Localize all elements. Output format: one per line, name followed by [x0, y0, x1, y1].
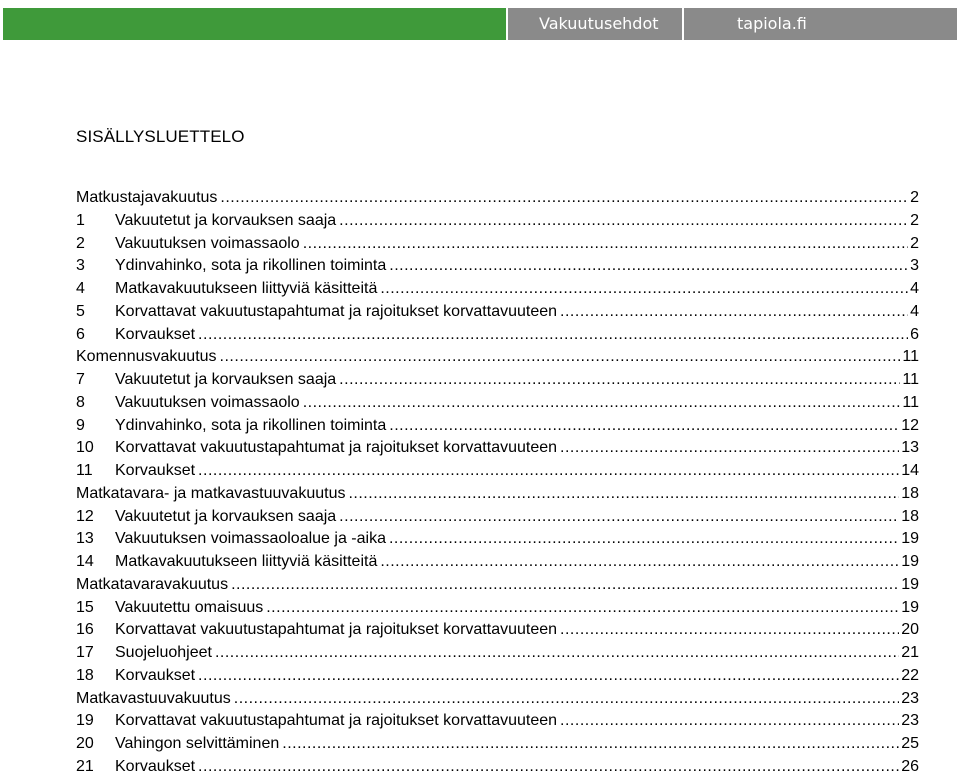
dot-leader [198, 326, 908, 344]
toc-entry-label: Vakuutuksen voimassaoloalue ja -aika [115, 530, 386, 548]
toc-entry-page: 11 [902, 348, 919, 366]
toc-entry-page: 22 [901, 666, 919, 684]
toc-entry-number: 4 [76, 280, 85, 297]
toc-entry-number: 16 [76, 621, 94, 639]
toc-entry-label: Ydinvahinko, sota ja rikollinen toiminta [115, 416, 387, 434]
toc-entry-number: 8 [76, 393, 85, 411]
toc-entry-page: 21 [901, 644, 919, 661]
toc-entry-page: 19 [901, 575, 919, 593]
dot-leader [348, 485, 899, 503]
toc-entry-label: Korvattavat vakuutustapahtumat ja rajoitukset korvattavuuteen [115, 621, 558, 639]
toc-entry-label: Matkatavaravakuutus [76, 575, 229, 593]
toc-entry-label: Suojeluohjeet [115, 644, 212, 661]
toc-entry-label: Matkatavara- ja matkavastuuvakuutus [76, 484, 346, 502]
toc-entry-page: 12 [901, 416, 919, 434]
toc-entry-label: Korvattavat vakuutustapahtumat ja rajoitukset korvattavuuteen [115, 712, 558, 730]
toc-entry-number: 19 [76, 712, 94, 730]
toc-entry-number: 10 [76, 439, 94, 457]
toc-entry-page: 14 [901, 462, 919, 479]
dot-leader [380, 280, 908, 298]
toc-entry-number: 7 [76, 371, 85, 388]
toc-entry-label: Korvattavat vakuutustapahtumat ja rajoitukset korvattavuuteen [115, 439, 558, 457]
dot-leader [560, 712, 899, 730]
toc-entry-number: 9 [76, 416, 85, 434]
toc-entry[interactable] [76, 553, 919, 576]
toc-entry-page: 18 [901, 507, 919, 525]
toc-entry-label: Korvaukset [115, 757, 196, 775]
toc-entry-label: Matkavakuutukseen liittyviä käsitteitä [115, 280, 378, 297]
toc-entry[interactable] [76, 212, 919, 235]
toc-entry-label: Korvattavat vakuutustapahtumat ja rajoitukset korvattavuuteen [115, 302, 558, 320]
toc-entry-label: Korvaukset [115, 325, 196, 343]
toc-entry-label: Vakuutettu omaisuus [115, 598, 264, 616]
dot-leader [234, 690, 899, 708]
toc-entry[interactable] [76, 690, 919, 713]
toc-entry-page: 23 [901, 712, 919, 730]
toc-entry-page: 19 [901, 553, 919, 570]
toc-entry[interactable] [76, 758, 919, 775]
toc-entry-page: 23 [901, 689, 919, 707]
toc-entry-number: 13 [76, 530, 94, 548]
toc-entry-number: 3 [76, 257, 85, 275]
toc-entry-page: 2 [910, 234, 919, 252]
dot-leader [389, 530, 899, 548]
toc-entry-number: 11 [76, 462, 93, 479]
toc-entry-number: 18 [76, 666, 94, 684]
toc-entry-number: 6 [76, 325, 85, 343]
toc-entry-page: 11 [902, 371, 919, 388]
toc-entry[interactable] [76, 712, 919, 735]
dot-leader [198, 462, 899, 480]
toc-entry[interactable] [76, 508, 919, 531]
toc-entry[interactable] [76, 417, 919, 440]
toc-entry-number: 15 [76, 598, 94, 616]
toc-entry-number: 1 [76, 211, 85, 229]
toc-entry-label: Korvaukset [115, 462, 196, 479]
toc-entry-label: Vakuutetut ja korvauksen saaja [115, 371, 337, 388]
toc-entry[interactable] [76, 621, 919, 644]
header-doc-label: Vakuutusehdot [508, 8, 682, 40]
toc-entry-label: Vakuutuksen voimassaolo [115, 234, 300, 252]
dot-leader [339, 508, 899, 526]
toc-entry-page: 2 [910, 189, 919, 206]
toc-entry[interactable] [76, 462, 919, 485]
dot-leader [198, 758, 899, 775]
toc-entry-label: Vakuutuksen voimassaolo [115, 393, 300, 411]
dot-leader [339, 371, 900, 389]
toc-entry-number: 17 [76, 644, 94, 661]
toc-entry-page: 4 [910, 280, 919, 297]
toc-entry-page: 20 [901, 621, 919, 639]
toc-entry[interactable] [76, 599, 919, 622]
toc-entry[interactable] [76, 257, 919, 280]
header-site-link[interactable]: tapiola.fi [684, 8, 957, 40]
toc-entry-label: Korvaukset [115, 666, 196, 684]
toc-entry-label: Komennusvakuutus [76, 348, 217, 366]
toc-entry-number: 12 [76, 507, 94, 525]
dot-leader [231, 576, 899, 594]
toc-entry[interactable] [76, 303, 919, 326]
toc-entry[interactable] [76, 235, 919, 258]
toc-entry-page: 25 [901, 735, 919, 752]
dot-leader [380, 553, 899, 571]
toc-entry-number: 21 [76, 757, 94, 775]
toc-entry[interactable] [76, 348, 919, 371]
toc-entry-label: Ydinvahinko, sota ja rikollinen toiminta [115, 257, 387, 275]
dot-leader [215, 644, 899, 662]
toc-entry-number: 14 [76, 553, 94, 570]
toc-entry-label: Vakuutetut ja korvauksen saaja [115, 507, 337, 525]
dot-leader [560, 621, 899, 639]
dot-leader [339, 212, 908, 230]
dot-leader [303, 235, 908, 253]
toc-entry-number: 2 [76, 234, 85, 252]
dot-leader [389, 417, 899, 435]
toc-entry-number: 5 [76, 302, 85, 320]
toc-entry[interactable] [76, 326, 919, 349]
dot-leader [220, 348, 901, 366]
dot-leader [266, 599, 899, 617]
toc-entry-page: 19 [901, 598, 919, 616]
toc-entry[interactable] [76, 667, 919, 690]
page-title: SISÄLLYSLUETTELO [76, 127, 245, 146]
dot-leader [560, 303, 908, 321]
toc-entry[interactable] [76, 280, 919, 303]
toc-entry-label: Matkavakuutukseen liittyviä käsitteitä [115, 553, 378, 570]
toc-entry[interactable] [76, 576, 919, 599]
dot-leader [303, 394, 901, 412]
toc-entry[interactable] [76, 530, 919, 553]
toc-entry[interactable] [76, 189, 919, 212]
toc-entry-label: Vakuutetut ja korvauksen saaja [115, 211, 337, 229]
dot-leader [282, 735, 899, 753]
header-bar [3, 8, 957, 40]
toc-entry-page: 18 [901, 484, 919, 502]
table-of-contents [76, 189, 919, 775]
toc-entry-page: 13 [901, 439, 919, 457]
toc-entry-label: Matkustajavakuutus [76, 189, 218, 206]
dot-leader [560, 439, 899, 457]
toc-entry[interactable] [76, 485, 919, 508]
toc-entry-page: 19 [901, 530, 919, 548]
toc-entry[interactable] [76, 735, 919, 758]
dot-leader [389, 257, 908, 275]
toc-entry-label: Vahingon selvittäminen [115, 735, 280, 752]
dot-leader [198, 667, 899, 685]
toc-entry[interactable] [76, 439, 919, 462]
header-brand-stripe [3, 8, 506, 40]
toc-entry[interactable] [76, 394, 919, 417]
toc-entry-page: 11 [902, 393, 919, 411]
toc-entry-page: 6 [910, 325, 919, 343]
dot-leader [220, 189, 908, 207]
toc-entry-page: 26 [901, 757, 919, 775]
toc-entry-page: 4 [910, 302, 919, 320]
toc-entry-number: 20 [76, 735, 94, 752]
toc-entry-page: 2 [910, 211, 919, 229]
toc-entry-label: Matkavastuuvakuutus [76, 689, 231, 707]
toc-entry-page: 3 [910, 257, 919, 275]
toc-entry[interactable] [76, 644, 919, 667]
toc-entry[interactable] [76, 371, 919, 394]
